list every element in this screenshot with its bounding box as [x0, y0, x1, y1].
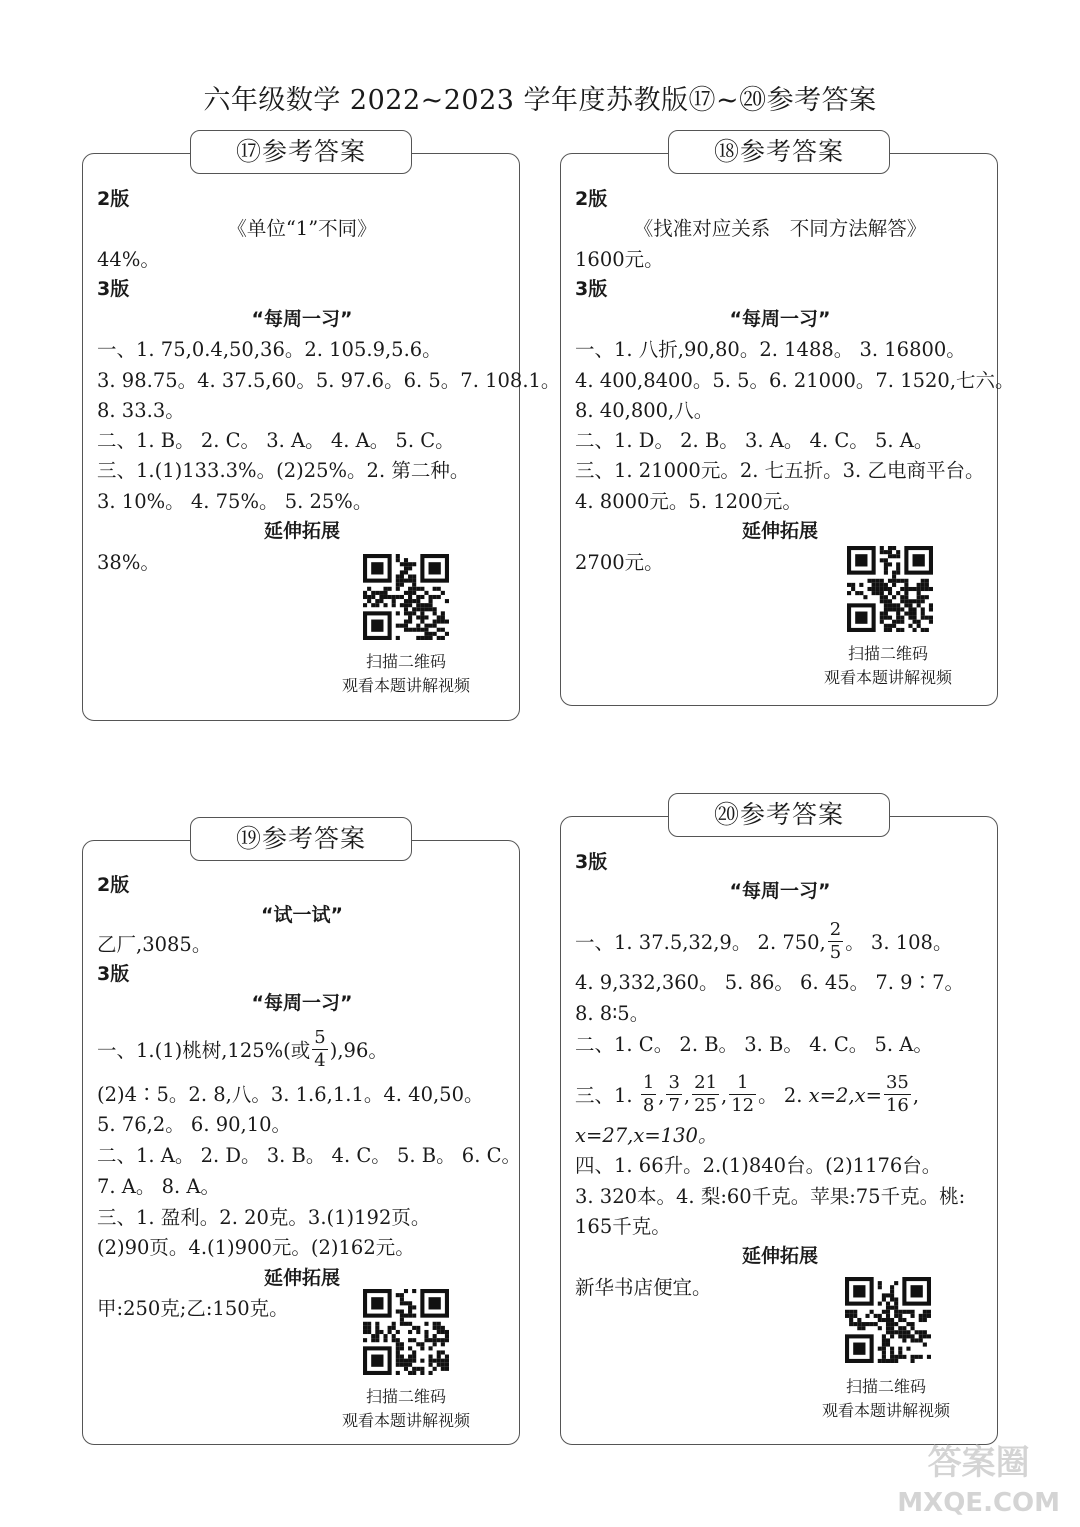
- answer-text: x=27,x=130。: [575, 1124, 718, 1147]
- qr-caption-line: 观看本题讲解视频: [823, 668, 952, 687]
- answer-text: x=2,x=: [808, 1084, 882, 1107]
- answer-panel-17: [82, 153, 561, 721]
- fraction: [692, 1074, 719, 1115]
- fraction: [828, 921, 843, 962]
- fraction: [641, 1074, 656, 1115]
- section-heading: 《单位“1”不同》: [227, 217, 377, 240]
- answer-line: 4. 400,8400。5. 5。6. 21000。7. 1520,七六。: [575, 369, 1015, 392]
- answer-line: 7. A。 8. A。: [97, 1175, 220, 1198]
- answer-panel-20: [560, 816, 998, 1445]
- answer-line: [575, 1123, 985, 1149]
- qr-code-icon[interactable]: [363, 1289, 449, 1375]
- answer-line: 8. 33.3。: [97, 399, 185, 422]
- qr-caption-line: 扫描二维码: [845, 1377, 926, 1396]
- section-heading: 延伸拓展: [741, 1245, 818, 1267]
- section-heading: 延伸拓展: [263, 1267, 340, 1289]
- fraction-denominator: 8: [642, 1095, 655, 1116]
- fraction-numerator: 1: [729, 1074, 756, 1095]
- answer-line: 3. 10%。 4. 75%。 5. 25%。: [97, 490, 373, 513]
- qr-caption: [321, 1385, 491, 1433]
- answer-line: [575, 919, 985, 964]
- answer-line: 四、1. 66升。2.(1)840台。(2)1176台。: [575, 1154, 942, 1177]
- qr-caption-line: 观看本题讲解视频: [341, 1411, 470, 1430]
- section-heading: “试一试”: [261, 904, 343, 926]
- answer-text: 。 3. 108。: [845, 931, 953, 954]
- section-heading: “每周一习”: [729, 880, 831, 902]
- answer-line: (2)90页。4.(1)900元。(2)162元。: [97, 1236, 415, 1259]
- answer-line: [97, 1027, 507, 1072]
- edition-label: 3版: [575, 278, 608, 300]
- qr-code-icon[interactable]: [845, 1277, 931, 1363]
- qr-caption: [801, 1375, 971, 1423]
- answer-text: 一、1. 37.5,32,9。 2. 750,: [575, 931, 826, 954]
- fraction-numerator: 5: [314, 1027, 326, 1048]
- answer-line: 二、1. C。 2. B。 3. B。 4. C。 5. A。: [575, 1033, 933, 1056]
- edition-label: 2版: [97, 188, 130, 210]
- answer-line: 一、1. 八折,90,80。2. 1488。 3. 16800。: [575, 338, 966, 361]
- answer-line: 165千克。: [575, 1215, 671, 1238]
- qr-caption: [803, 642, 973, 690]
- qr-caption: [321, 650, 491, 698]
- edition-label: 3版: [575, 851, 608, 873]
- page-title: 六年级数学 2022~2023 学年度苏教版⑰~⑳参考答案: [203, 85, 877, 116]
- qr-caption-line: 观看本题讲解视频: [821, 1401, 950, 1420]
- section-heading: 延伸拓展: [263, 520, 340, 542]
- answer-text: 三、1.: [575, 1084, 633, 1107]
- answer-line: 甲:250克;乙:150克。: [97, 1297, 289, 1320]
- answer-line: 8. 8∶5。: [575, 1002, 650, 1025]
- qr-caption-line: 扫描二维码: [847, 644, 928, 663]
- fraction-numerator: 1: [642, 1072, 655, 1093]
- edition-label: 2版: [97, 874, 130, 896]
- watermark-line: MXQE.COM: [897, 1488, 1060, 1518]
- answer-line: 三、1. 21000元。2. 七五折。3. 乙电商平台。: [575, 459, 985, 482]
- fraction: [729, 1074, 756, 1115]
- fraction-numerator: 35: [885, 1072, 909, 1093]
- fraction-denominator: 12: [731, 1095, 755, 1116]
- edition-label: 2版: [575, 188, 608, 210]
- panel-tab-19: ⑲参考答案: [190, 817, 412, 861]
- answer-line: 二、1. B。 2. C。 3. A。 4. A。 5. C。: [97, 429, 455, 452]
- qr-code-icon[interactable]: [363, 554, 449, 640]
- panel-tab-18: ⑱参考答案: [668, 130, 890, 174]
- answer-line: 二、1. D。 2. B。 3. A。 4. C。 5. A。: [575, 429, 934, 452]
- answer-line: 三、1.(1)133.3%。(2)25%。2. 第二种。: [97, 459, 470, 482]
- answer-text: 一、1.(1)桃树,125%(或: [97, 1039, 311, 1062]
- answer-panel-19: [82, 840, 520, 1445]
- answer-line: 2700元。: [575, 551, 664, 574]
- section-heading: “每周一习”: [729, 308, 831, 330]
- section-heading: “每周一习”: [251, 992, 353, 1014]
- answer-line: (2)4∶5。2. 8,八。3. 1.6,1.1。4. 40,50。: [97, 1083, 484, 1106]
- answer-line: 一、1. 75,0.4,50,36。2. 105.9,5.6。: [97, 338, 442, 361]
- edition-label: 3版: [97, 963, 130, 985]
- answer-text: ),96。: [329, 1039, 388, 1062]
- qr-caption-line: 扫描二维码: [365, 652, 446, 671]
- fraction: [666, 1074, 681, 1115]
- answer-text: ,: [912, 1084, 920, 1107]
- fraction-numerator: 21: [694, 1072, 718, 1093]
- answer-line: 4. 9,332,360。 5. 86。 6. 45。 7. 9∶7。: [575, 971, 964, 994]
- qr-caption-line: 观看本题讲解视频: [341, 676, 470, 695]
- answer-line: 3. 320本。4. 梨:60千克。苹果:75千克。桃:: [575, 1185, 966, 1208]
- answer-line: 1600元。: [575, 248, 664, 271]
- fraction-denominator: 7: [668, 1095, 680, 1116]
- fraction-denominator: 4: [314, 1050, 326, 1071]
- fraction: [312, 1029, 327, 1070]
- answer-line: 乙厂,3085。: [97, 933, 212, 956]
- fraction-denominator: 16: [885, 1095, 909, 1116]
- answer-line: 4. 8000元。5. 1200元。: [575, 490, 802, 513]
- answer-line: 44%。: [97, 248, 160, 271]
- fraction-numerator: 3: [668, 1072, 680, 1093]
- fraction-numerator: 2: [829, 919, 842, 940]
- answer-panel-18: [560, 153, 1015, 706]
- answer-text: 。 2.: [758, 1084, 803, 1107]
- panel-tab-20: ⑳参考答案: [668, 793, 890, 837]
- section-heading: 延伸拓展: [741, 520, 818, 542]
- qr-caption-line: 扫描二维码: [365, 1387, 446, 1406]
- answer-line: 38%。: [97, 551, 160, 574]
- edition-label: 3版: [97, 278, 130, 300]
- answer-line: 二、1. A。 2. D。 3. B。 4. C。 5. B。 6. C。: [97, 1144, 522, 1167]
- answer-line: 5. 76,2。 6. 90,10。: [97, 1113, 292, 1136]
- panel-tab-17: ⑰参考答案: [190, 130, 412, 174]
- answer-line: 3. 98.75。4. 37.5,60。5. 97.6。6. 5。7. 108.1。: [97, 369, 561, 392]
- fraction-denominator: 25: [694, 1095, 718, 1116]
- fraction-denominator: 5: [829, 942, 842, 963]
- section-heading: “每周一习”: [251, 308, 353, 330]
- watermark: [897, 1443, 1060, 1523]
- answer-line: 三、1. $\frac{1}{8}$ , $\frac{3}{7}$ , $\frac{21}{25}$ , $\frac{1}{12}$ 。 2. x=2,x= $\frac{35}{16}$ ,: [575, 1072, 920, 1116]
- watermark-line: 答案圈: [927, 1443, 1030, 1483]
- section-heading: 《找准对应关系 不同方法解答》: [633, 217, 927, 240]
- answer-line: 三、1. 盈利。2. 20克。3.(1)192页。: [97, 1206, 431, 1229]
- fraction: [884, 1074, 911, 1115]
- qr-code-icon[interactable]: [847, 546, 933, 632]
- answer-line: 8. 40,800,八。: [575, 399, 714, 422]
- answer-line: 新华书店便宜。: [575, 1276, 712, 1299]
